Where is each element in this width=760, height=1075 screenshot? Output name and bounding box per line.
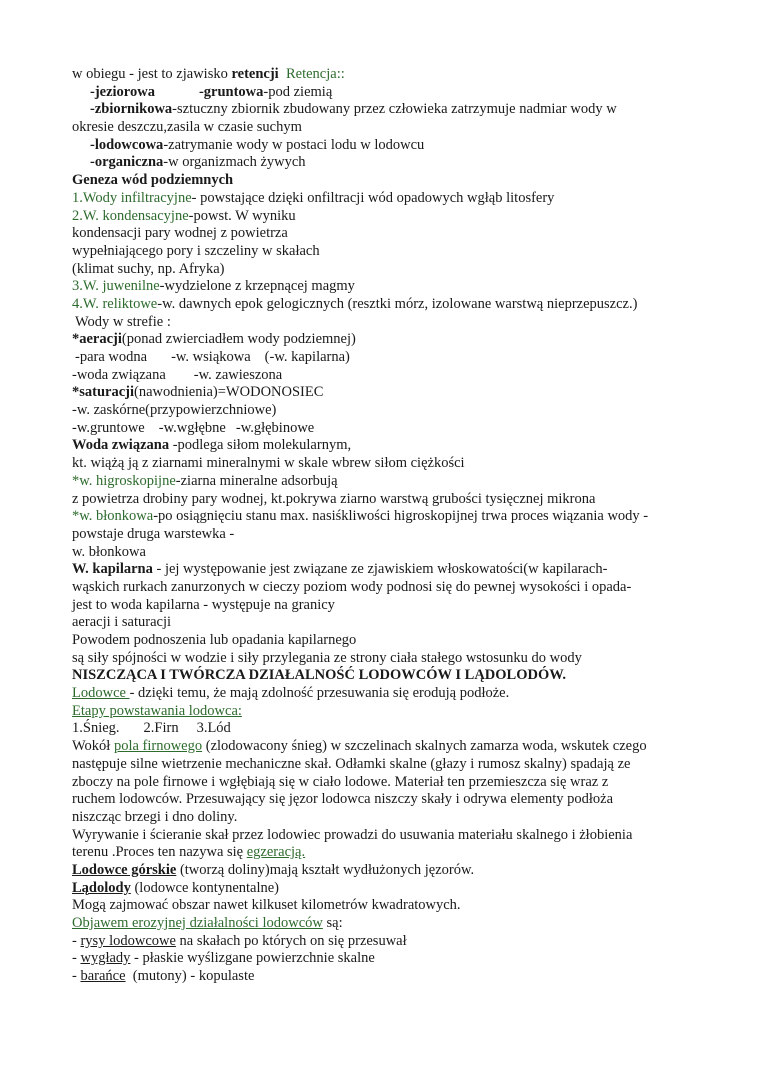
kapilarna-line xyxy=(72,632,692,650)
text: kt. wiążą ją z ziarnami mineralnymi w skale wbrew siłom ciężkości xyxy=(72,455,465,472)
text: -wydzielone z krzepnącej magmy xyxy=(159,278,355,295)
term: -lodowcowa xyxy=(90,136,164,153)
text: -podlega siłom molekularnym, xyxy=(169,437,352,454)
lodowce-line xyxy=(72,703,692,721)
text: - jej występowanie jest związane ze zjawiskiem włoskowatości(w kapilarach- xyxy=(152,561,608,578)
strefy-line xyxy=(72,349,692,367)
retencja-intro-line xyxy=(72,66,692,84)
desc: -sztuczny zbiornik zbudowany przez człowieka zatrzymuje nadmiar wody w xyxy=(172,101,617,118)
retencja-item-line xyxy=(72,137,692,155)
text: -w.wgłębne xyxy=(158,419,226,436)
bold-term: *aeracji xyxy=(72,331,122,348)
zwiazana-line xyxy=(72,473,692,491)
lodowce-line xyxy=(72,880,692,898)
bold-term: retencji xyxy=(231,66,279,82)
kapilarna-line xyxy=(72,597,692,615)
text: (mutony) - kopulaste xyxy=(125,968,255,985)
geneza-line xyxy=(72,278,692,296)
text: Mogą zajmować obszar nawet kilkuset kilometrów kwadratowych. xyxy=(72,897,461,914)
text: Wody w strefie : xyxy=(75,313,171,330)
text: kondensacji pary wodnej z powietrza xyxy=(72,225,288,242)
retencja-cont-line xyxy=(72,119,692,137)
lodowce-line xyxy=(72,756,692,774)
text: (ponad zwierciadłem wody podziemnej) xyxy=(121,331,356,348)
green-term: 1.Wody infiltracyjne xyxy=(72,189,192,206)
bold-term: Lodowce górskie xyxy=(72,861,177,878)
lodowce-line xyxy=(72,809,692,827)
text: są siły spójności w wodzie i siły przylegania ze strony ciała stałego wstosunku do wody xyxy=(72,649,582,666)
lodowce-line xyxy=(72,685,692,703)
text: -woda związana xyxy=(72,366,166,383)
objawy-link[interactable]: Objawem erozyjnej działalności lodowców xyxy=(72,915,323,931)
text: -w. zawieszona xyxy=(193,366,283,383)
text: powstaje druga warstewka - xyxy=(72,525,235,542)
text: - płaskie wyślizgane powierzchnie skalne xyxy=(130,950,375,967)
text: -w.głębinowe xyxy=(235,419,315,436)
lodowce-line xyxy=(72,862,692,880)
text: następuje silne wietrzenie mechaniczne skał. Odłamki skalne (głazy i rumosz skalny) spadają ze xyxy=(72,755,631,772)
geneza-line xyxy=(72,190,692,208)
zwiazana-line xyxy=(72,526,692,544)
text: -po osiągnięciu stanu max. nasiśkliwości higroskopijnej trwa proces wiązania wody - xyxy=(153,508,649,525)
kapilarna-line xyxy=(72,579,692,597)
zwiazana-line xyxy=(72,455,692,473)
lodowce-line xyxy=(72,738,692,756)
etapy-link[interactable]: Etapy powstawania lodowca: xyxy=(72,702,242,719)
etap-item: 2.Firn xyxy=(143,720,179,737)
pole-firnowe-link[interactable]: pola firnowego xyxy=(113,738,203,755)
document-page xyxy=(72,66,692,986)
text: wypełniającego pory i szczeliny w skałach xyxy=(72,242,320,259)
desc: -zatrymanie wody w postaci lodu w lodowcu xyxy=(163,136,425,153)
objaw-item xyxy=(72,933,692,951)
geneza-line xyxy=(72,261,692,279)
text: terenu .Proces ten nazywa się xyxy=(72,844,247,861)
lodowce-line xyxy=(72,791,692,809)
bold-term: Lądolody xyxy=(72,879,131,896)
green-term: *w. błonkowa xyxy=(72,508,154,525)
lodowce-line xyxy=(72,844,692,862)
geneza-line xyxy=(72,225,692,243)
strefy-line xyxy=(72,367,692,385)
text: -powst. W wyniku xyxy=(188,207,296,224)
desc: -w organizmach żywych xyxy=(163,154,306,171)
term: -zbiornikowa xyxy=(90,101,173,118)
text: aeracji i saturacji xyxy=(72,614,172,631)
lodowce-line xyxy=(72,827,692,845)
text: wąskich rurkach zanurzonych w cieczy poziom wody podnosi się do pewnej wysokości i opada- xyxy=(72,578,632,595)
green-term: 2.W. kondensacyjne xyxy=(72,207,189,224)
text: (zlodowacony śnieg) w szczelinach skalnych zamarza woda, wskutek czego xyxy=(202,738,647,755)
text: -w. dawnych epok gelogicznych (resztki mórz, izolowane warstwą nieprzepuszcz.) xyxy=(157,295,638,312)
geneza-heading xyxy=(72,172,692,190)
text: z powietrza drobiny pary wodnej, kt.pokrywa ziarno warstwą grubości tysięcznej mikrona xyxy=(72,490,596,507)
zwiazana-line xyxy=(72,491,692,509)
text: -w. zaskórne(przypowierzchniowe) xyxy=(72,402,277,419)
heading-text: Geneza wód podziemnych xyxy=(72,172,234,189)
text: -w. wsiąkowa xyxy=(171,349,251,365)
text: (-w. kapilarna) xyxy=(264,349,350,365)
retencja-item-line xyxy=(72,84,692,102)
objaw-item xyxy=(72,950,692,968)
geneza-line xyxy=(72,296,692,314)
etap-item: 1.Śnieg. xyxy=(72,720,120,737)
lodowce-line xyxy=(72,774,692,792)
text: w. błonkowa xyxy=(72,543,146,560)
etapy-line xyxy=(72,720,692,738)
text: - xyxy=(72,968,81,985)
text: są: xyxy=(322,915,343,931)
geneza-line xyxy=(72,243,692,261)
lodowce-link[interactable]: Lodowce xyxy=(72,685,130,702)
text: - powstające dzięki onfiltracji wód opadowych wgłąb litosfery xyxy=(191,189,555,206)
egzeracja-link[interactable]: egzeracją. xyxy=(246,844,306,861)
text: ruchem lodowców. Przesuwający się jęzor lodowca niszczy skały i odrywa elementy podłoża xyxy=(72,791,614,808)
kapilarna-line xyxy=(72,614,692,632)
term: -jeziorowa xyxy=(90,83,155,100)
text: w obiegu - jest to zjawisko xyxy=(72,66,232,82)
text: Powodem podnoszenia lub opadania kapilarnego xyxy=(72,632,357,648)
text: (lodowce kontynentalne) xyxy=(130,879,280,896)
bold-term: *saturacji xyxy=(72,384,135,401)
strefy-line xyxy=(72,420,692,438)
retencja-item-line xyxy=(72,101,692,119)
barance-link[interactable]: barańce xyxy=(80,968,126,985)
text: - xyxy=(72,950,81,967)
etap-item: 3.Lód xyxy=(196,720,231,737)
strefy-line xyxy=(72,402,692,420)
term: -gruntowa xyxy=(198,83,264,100)
text: (nawodnienia)=WODONOSIEC xyxy=(134,384,324,401)
geneza-line xyxy=(72,208,692,226)
strefy-line xyxy=(72,384,692,402)
green-term: 3.W. juwenilne xyxy=(72,278,160,295)
term: -organiczna xyxy=(90,154,164,171)
text: niszcząc brzegi i dno doliny. xyxy=(72,808,238,825)
text: zboczy na pole firnowe i wgłębiają się w ciało lodowe. Materiał ten przemieszcza się wraz z xyxy=(72,773,609,790)
lodowce-heading xyxy=(72,667,692,685)
lodowce-line xyxy=(72,915,692,933)
text: -w.gruntowe xyxy=(72,419,145,436)
text: jest to woda kapilarna - występuje na granicy xyxy=(72,596,335,613)
text: okresie deszczu,zasila w czasie suchym xyxy=(72,119,302,136)
rysy-link[interactable]: rysy lodowcowe xyxy=(80,932,176,949)
zwiazana-line xyxy=(72,508,692,526)
text: -para wodna xyxy=(75,349,148,365)
strefy-line xyxy=(72,331,692,349)
wyglady-link[interactable]: wygłady xyxy=(80,950,131,967)
heading-text: NISZCZĄCA I TWÓRCZA DZIAŁALNOŚĆ LODOWCÓW I LĄDOLODÓW. xyxy=(72,667,567,684)
lodowce-line xyxy=(72,897,692,915)
text: na skałach po których on się przesuwał xyxy=(175,932,407,949)
zwiazana-line xyxy=(72,437,692,455)
text: -ziarna mineralne adsorbują xyxy=(175,472,338,489)
green-term: *w. higroskopijne xyxy=(72,472,176,489)
zwiazana-line xyxy=(72,544,692,562)
kapilarna-line xyxy=(72,561,692,579)
objaw-item xyxy=(72,968,692,986)
strefy-line xyxy=(72,314,692,332)
bold-term: Woda związana xyxy=(72,437,170,454)
bold-term: W. kapilarna xyxy=(72,561,153,578)
desc: -pod ziemią xyxy=(263,83,333,100)
text: - dzięki temu, że mają zdolność przesuwania się erodują podłoże. xyxy=(129,685,510,702)
text: (tworzą doliny)mają kształt wydłużonych jęzorów. xyxy=(176,861,475,878)
retencja-heading: Retencja:: xyxy=(285,66,345,82)
kapilarna-line xyxy=(72,650,692,668)
text: (klimat suchy, np. Afryka) xyxy=(72,260,225,277)
text: Wyrywanie i ścieranie skał przez lodowiec prowadzi do usuwania materiału skalnego i żłobienia xyxy=(72,826,633,843)
text: Wokół xyxy=(72,738,114,755)
green-term: 4.W. reliktowe xyxy=(72,295,158,312)
text: - xyxy=(72,932,81,949)
retencja-item-line xyxy=(72,154,692,172)
